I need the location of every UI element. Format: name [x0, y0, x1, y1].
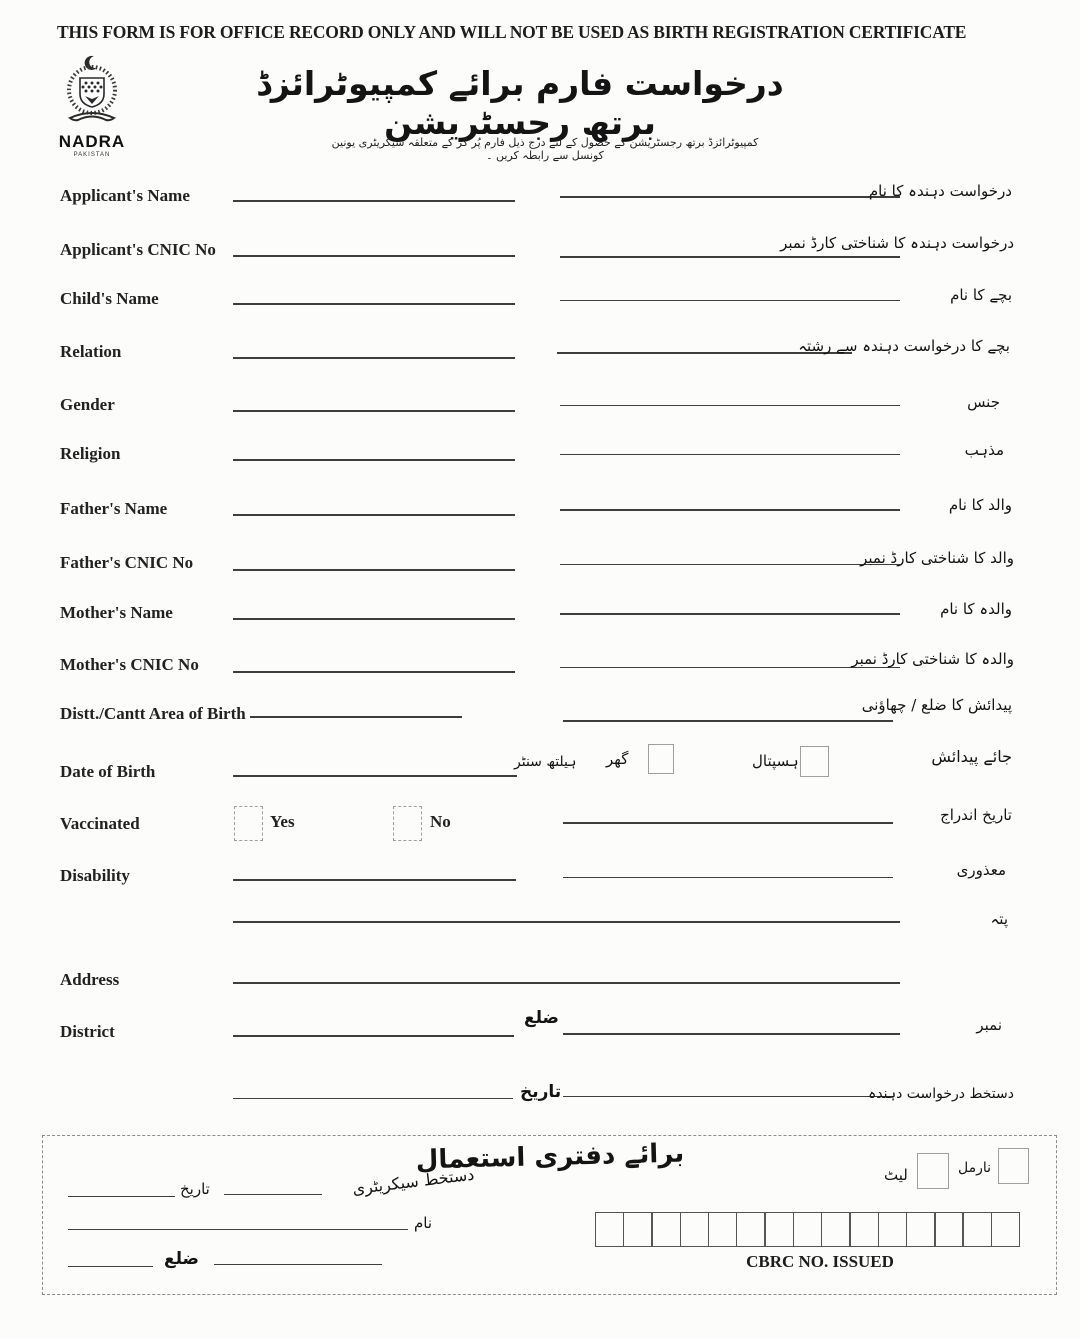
- home-option-label: گھر: [606, 750, 629, 768]
- child-name-label: Child's Name: [60, 289, 159, 308]
- district-line-en[interactable]: [233, 1035, 514, 1037]
- applicant-cnic-label-urdu: درخواست دہندہ کا شناختی کارڈ نمبر: [780, 234, 1014, 252]
- cbrc-cell[interactable]: [651, 1212, 681, 1247]
- disability-label-urdu: معذوری: [956, 861, 1006, 879]
- cbrc-cell[interactable]: [991, 1212, 1021, 1247]
- applicant-name-line-en[interactable]: [233, 200, 515, 202]
- distt-area-line-ur[interactable]: [563, 720, 893, 722]
- signature-date-line[interactable]: [233, 1098, 513, 1099]
- cbrc-issued-label: CBRC NO. ISSUED: [746, 1252, 894, 1271]
- office-date-line-right[interactable]: [224, 1194, 322, 1195]
- office-district-line-right[interactable]: [214, 1264, 382, 1265]
- cbrc-cell[interactable]: [736, 1212, 766, 1247]
- father-cnic-label: Father's CNIC No: [60, 553, 194, 572]
- cbrc-cell[interactable]: [680, 1212, 710, 1247]
- father-name-label-urdu: والد کا نام: [948, 496, 1012, 514]
- address-label: Address: [60, 970, 120, 989]
- applicant-cnic-label: Applicant's CNIC No: [60, 240, 216, 259]
- gender-line-ur[interactable]: [560, 405, 900, 406]
- gender-line-en[interactable]: [233, 410, 515, 412]
- secretary-signature-label-urdu: دستخط سیکریٹری: [351, 1164, 476, 1199]
- cbrc-cell[interactable]: [708, 1212, 738, 1247]
- mother-cnic-label-urdu: والدہ کا شناختی کارڈ نمبر: [851, 650, 1014, 668]
- mother-name-line-en[interactable]: [233, 618, 515, 620]
- father-cnic-line-en[interactable]: [233, 569, 515, 571]
- gender-label: Gender: [60, 395, 115, 414]
- disability-label: Disability: [60, 866, 130, 885]
- father-name-label: Father's Name: [60, 499, 168, 518]
- relation-line-en[interactable]: [233, 357, 515, 359]
- office-district-label-urdu: ضلع: [164, 1249, 199, 1269]
- relation-label: Relation: [60, 342, 122, 361]
- religion-label-urdu: مذہب: [964, 441, 1004, 459]
- relation-label-urdu: بچے کا درخواست دہندہ سے رشتہ: [798, 337, 1010, 355]
- father-cnic-line-ur[interactable]: [560, 564, 900, 565]
- distt-area-label: Distt./Cantt Area of Birth: [60, 704, 246, 723]
- applicant-name-label-urdu: درخواست دہندہ کا نام: [868, 182, 1012, 200]
- cbrc-cell[interactable]: [821, 1212, 851, 1247]
- district-line-ur[interactable]: [563, 1033, 900, 1035]
- address-line[interactable]: [233, 982, 900, 984]
- registration-date-line[interactable]: [563, 822, 893, 824]
- father-name-line-ur[interactable]: [560, 509, 900, 511]
- number-label-urdu: نمبر: [976, 1016, 1002, 1034]
- date-of-birth-label: Date of Birth: [60, 762, 156, 781]
- religion-line-ur[interactable]: [560, 454, 900, 455]
- disability-line-ur[interactable]: [563, 877, 893, 878]
- normal-label-urdu: نارمل: [958, 1160, 992, 1176]
- cbrc-cell[interactable]: [595, 1212, 625, 1247]
- vaccinated-no-checkbox[interactable]: [393, 806, 422, 841]
- nadra-logo-subtext: PAKISTAN: [73, 152, 111, 158]
- hospital-option-label: ہسپتال: [752, 752, 799, 770]
- place-of-birth-label-urdu: جائے پیدائش: [931, 747, 1012, 766]
- normal-checkbox[interactable]: [998, 1148, 1029, 1184]
- signature-date-label-urdu: تاریخ: [520, 1082, 562, 1102]
- date-of-birth-line[interactable]: [233, 775, 517, 777]
- late-checkbox[interactable]: [917, 1153, 949, 1189]
- mother-cnic-label: Mother's CNIC No: [60, 655, 199, 674]
- office-date-label-urdu: تاریخ: [180, 1180, 210, 1198]
- applicant-name-line-ur[interactable]: [560, 196, 900, 198]
- applicant-cnic-line-ur[interactable]: [560, 256, 900, 258]
- mother-cnic-line-ur[interactable]: [560, 667, 900, 668]
- office-district-line-left[interactable]: [68, 1266, 153, 1267]
- nadra-emblem-icon: [52, 52, 132, 126]
- office-use-title-urdu: برائے دفتری استعمال: [415, 1138, 685, 1176]
- cbrc-cell[interactable]: [764, 1212, 794, 1247]
- father-cnic-label-urdu: والد کا شناختی کارڈ نمبر: [860, 549, 1014, 567]
- child-name-line-ur[interactable]: [560, 300, 900, 301]
- mother-name-label-urdu: والدہ کا نام: [940, 600, 1012, 618]
- form-instruction-urdu: کمپیوٹرائزڈ برتھ رجسٹریشن کے حصول کے لئے درج ذیل فارم پُر کر کے متعلقہ سیکریٹری یونین کونسل سے رابطہ کریں ۔: [331, 136, 759, 162]
- cbrc-cell[interactable]: [878, 1212, 908, 1247]
- mother-cnic-line-en[interactable]: [233, 671, 515, 673]
- cbrc-cell[interactable]: [906, 1212, 936, 1247]
- applicant-name-label: Applicant's Name: [60, 186, 190, 205]
- applicant-signature-line[interactable]: [563, 1096, 893, 1097]
- vaccinated-yes-label: Yes: [270, 812, 295, 831]
- gender-label-urdu: جنس: [967, 393, 1000, 411]
- cbrc-number-grid[interactable]: [596, 1212, 1020, 1247]
- nadra-logo-text: NADRA: [58, 132, 126, 151]
- cbrc-cell[interactable]: [934, 1212, 964, 1247]
- applicant-cnic-line-en[interactable]: [233, 255, 515, 257]
- form-title-urdu: درخواست فارم برائے کمپیوٹرائزڈ برتھ رجسٹریشن: [256, 64, 784, 142]
- disability-line-en[interactable]: [233, 879, 516, 881]
- office-date-line-left[interactable]: [68, 1196, 175, 1197]
- address-urdu-line[interactable]: [233, 921, 900, 923]
- hospital-checkbox[interactable]: [800, 746, 829, 777]
- child-name-line-en[interactable]: [233, 303, 515, 305]
- mother-name-label: Mother's Name: [60, 603, 173, 622]
- vaccinated-no-label: No: [430, 812, 451, 831]
- distt-area-line-en[interactable]: [250, 716, 462, 718]
- office-record-notice: THIS FORM IS FOR OFFICE RECORD ONLY AND WILL NOT BE USED AS BIRTH REGISTRATION CERTIFICATE: [57, 22, 967, 42]
- distt-area-label-urdu: پیدائش کا ضلع / چھاؤنی: [861, 696, 1012, 714]
- office-name-line[interactable]: [68, 1229, 408, 1230]
- mother-name-line-ur[interactable]: [560, 613, 900, 615]
- late-label-urdu: لیٹ: [884, 1166, 908, 1184]
- address-label-urdu: پتہ: [990, 910, 1008, 928]
- health-center-option-label: ہیلتھ سنٹر: [514, 754, 577, 770]
- district-label: District: [60, 1022, 115, 1041]
- child-name-label-urdu: بچے کا نام: [950, 286, 1012, 304]
- office-name-label-urdu: نام: [414, 1214, 433, 1232]
- cbrc-cell[interactable]: [623, 1212, 653, 1247]
- religion-line-en[interactable]: [233, 459, 515, 461]
- district-mid-label-urdu: ضلع: [524, 1008, 559, 1028]
- nadra-logo: [52, 52, 132, 158]
- father-name-line-en[interactable]: [233, 514, 515, 516]
- religion-label: Religion: [60, 444, 121, 463]
- registration-date-label-urdu: تاریخ اندراج: [940, 806, 1012, 824]
- vaccinated-label: Vaccinated: [60, 814, 140, 833]
- cbrc-cell[interactable]: [793, 1212, 823, 1247]
- cbrc-cell[interactable]: [962, 1212, 992, 1247]
- cbrc-cell[interactable]: [849, 1212, 879, 1247]
- applicant-signature-label-urdu: دستخط درخواست دہندہ: [868, 1086, 1014, 1102]
- vaccinated-yes-checkbox[interactable]: [234, 806, 263, 841]
- home-checkbox[interactable]: [648, 744, 674, 774]
